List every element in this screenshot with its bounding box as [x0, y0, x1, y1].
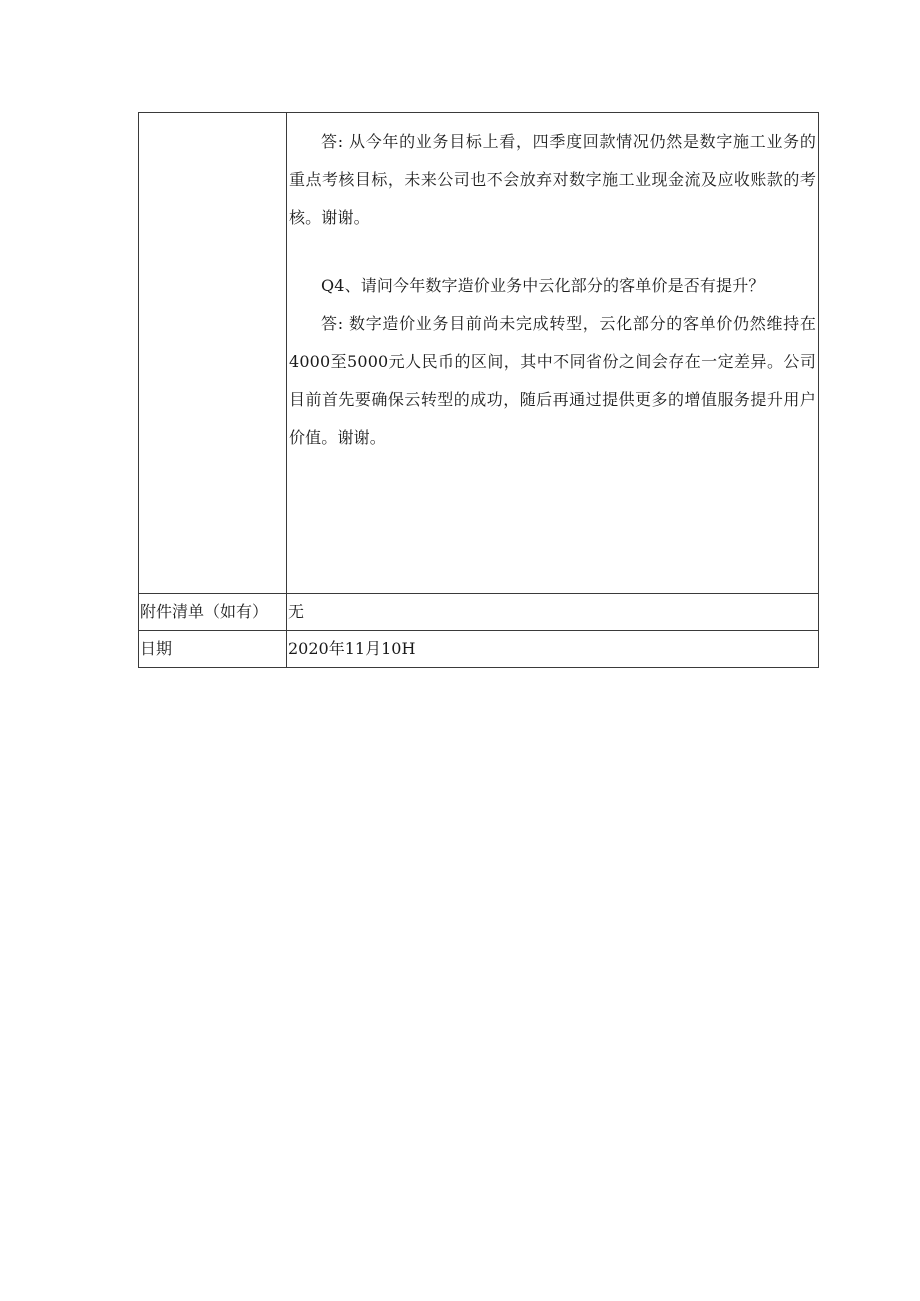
date-label: 日期 — [140, 639, 173, 658]
answer-q4-paragraph: 答: 数字造价业务目前尚未完成转型，云化部分的客单价仍然维持在4000至5000元人民币的区间，其中不同省份之间会存在一定差异。公司目前首先要确保云转型的成功，随后再通过提供更多的增值服务提升用户价值。谢谢。 — [289, 314, 816, 447]
paragraph-spacer — [289, 237, 816, 267]
date-value: 2020年11月10H — [288, 639, 416, 658]
date-label-cell — [139, 631, 287, 668]
content-label-cell — [139, 113, 287, 594]
record-table — [138, 112, 819, 668]
answer-q3-paragraph: 答: 从今年的业务目标上看，四季度回款情况仍然是数字施工业务的重点考核目标，未来公司也不会放弃对数字施工业现金流及应收账款的考核。谢谢。 — [289, 132, 816, 227]
content-cell — [287, 113, 819, 594]
content-row — [139, 113, 819, 594]
question-q4-paragraph: Q4、请问今年数字造价业务中云化部分的客单价是否有提升？ — [321, 276, 765, 295]
attachments-label: 附件清单（如有） — [140, 602, 269, 621]
date-value-cell — [287, 631, 819, 668]
attachments-row — [139, 594, 819, 631]
date-row — [139, 631, 819, 668]
attachments-value-cell — [287, 594, 819, 631]
attachments-value: 无 — [288, 602, 305, 621]
attachments-label-cell — [139, 594, 287, 631]
